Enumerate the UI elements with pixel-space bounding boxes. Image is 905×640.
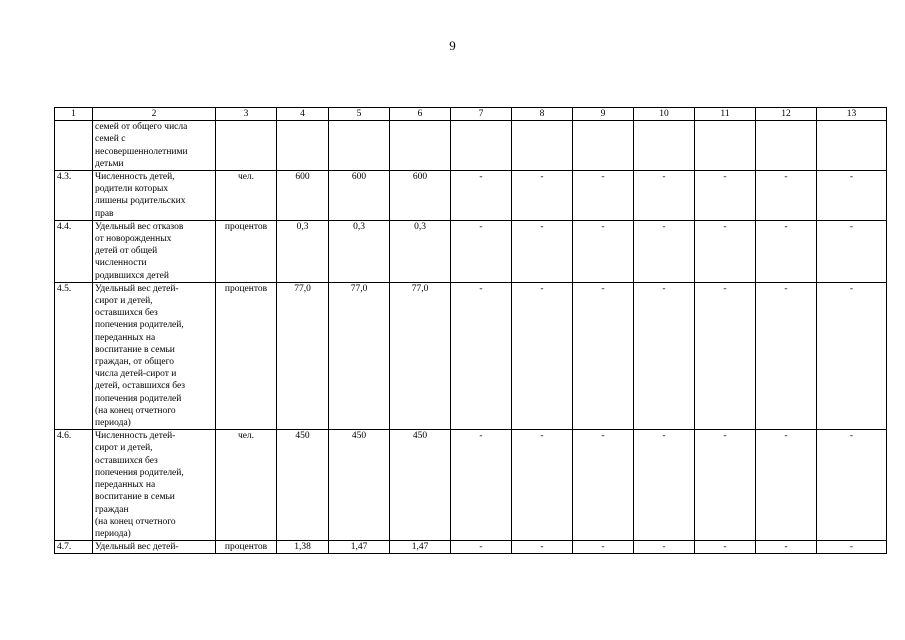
indicator-name-line: попечения родителей, — [95, 467, 184, 478]
value-cell-11: - — [695, 430, 756, 541]
value-cell-6: 77,0 — [390, 282, 451, 429]
value-cell-8: - — [512, 220, 573, 282]
table-row — [55, 171, 887, 221]
value-cell-12: - — [756, 430, 817, 541]
value-cell-4: 1,38 — [277, 541, 329, 554]
indicator-name-line: от новорожденных — [95, 234, 172, 245]
unit-cell — [216, 121, 277, 171]
indicator-name-line: Удельный вес детей- — [95, 542, 179, 553]
indicator-name-line: родившихся детей — [95, 270, 169, 281]
value-cell-11 — [695, 121, 756, 171]
row-number-cell: 4.6. — [55, 430, 93, 541]
indicator-name-line: семей от общего числа — [95, 122, 188, 133]
table-row — [55, 541, 887, 554]
value-cell-11: - — [695, 171, 756, 221]
column-header: 4 — [277, 108, 329, 121]
indicator-name-line: воспитание в семьи — [95, 344, 175, 355]
column-header: 1 — [55, 108, 93, 121]
value-cell-12: - — [756, 541, 817, 554]
value-cell-13: - — [817, 171, 887, 221]
value-cell-10 — [634, 121, 695, 171]
value-cell-5: 1,47 — [329, 541, 390, 554]
column-header: 9 — [573, 108, 634, 121]
value-cell-9: - — [573, 282, 634, 429]
value-cell-11: - — [695, 541, 756, 554]
value-cell-8: - — [512, 541, 573, 554]
value-cell-11: - — [695, 220, 756, 282]
value-cell-13 — [817, 121, 887, 171]
row-number-cell — [55, 121, 93, 171]
indicator-name-cell — [93, 541, 216, 554]
column-header: 10 — [634, 108, 695, 121]
value-cell-7: - — [451, 541, 512, 554]
indicator-name-line: сирот и детей, — [95, 296, 153, 307]
table-row — [55, 220, 887, 282]
table-row — [55, 430, 887, 541]
value-cell-6: 0,3 — [390, 220, 451, 282]
indicator-name-line: оставшихся без — [95, 308, 158, 319]
indicator-name-line: сирот и детей, — [95, 443, 153, 454]
indicator-name-cell — [93, 171, 216, 221]
row-number-cell: 4.5. — [55, 282, 93, 429]
indicators-table — [54, 107, 887, 554]
row-number-cell: 4.7. — [55, 541, 93, 554]
value-cell-4 — [277, 121, 329, 171]
indicator-name-line: граждан, от общего — [95, 357, 174, 368]
value-cell-12 — [756, 121, 817, 171]
indicator-name-line: переданных на — [95, 332, 156, 343]
indicator-name-line: детей от общей — [95, 246, 158, 257]
value-cell-9: - — [573, 220, 634, 282]
indicator-name-line: прав — [95, 208, 114, 219]
value-cell-9: - — [573, 541, 634, 554]
value-cell-5: 600 — [329, 171, 390, 221]
indicator-name-cell — [93, 220, 216, 282]
value-cell-13: - — [817, 282, 887, 429]
row-number-cell: 4.4. — [55, 220, 93, 282]
value-cell-9 — [573, 121, 634, 171]
indicator-name-line: переданных на — [95, 480, 156, 491]
value-cell-6 — [390, 121, 451, 171]
value-cell-5: 450 — [329, 430, 390, 541]
unit-cell: чел. — [216, 430, 277, 541]
indicator-name-line: детьми — [95, 158, 124, 169]
indicator-name-line: детей, оставшихся без — [95, 381, 186, 392]
value-cell-5: 77,0 — [329, 282, 390, 429]
table-header-row — [55, 108, 887, 121]
column-header: 11 — [695, 108, 756, 121]
table-row — [55, 121, 887, 171]
value-cell-13: - — [817, 541, 887, 554]
column-header: 3 — [216, 108, 277, 121]
indicator-name-line: периода) — [95, 528, 131, 539]
value-cell-4: 450 — [277, 430, 329, 541]
indicator-name-line: (на конец отчетного — [95, 516, 176, 527]
column-header: 8 — [512, 108, 573, 121]
value-cell-13: - — [817, 220, 887, 282]
column-header: 7 — [451, 108, 512, 121]
value-cell-10: - — [634, 282, 695, 429]
value-cell-7: - — [451, 430, 512, 541]
indicator-name-line: родители которых — [95, 184, 169, 195]
value-cell-12: - — [756, 282, 817, 429]
indicator-name-cell — [93, 430, 216, 541]
indicator-name-line: численности — [95, 258, 147, 269]
value-cell-12: - — [756, 171, 817, 221]
indicator-name-line: Численность детей, — [95, 172, 175, 183]
value-cell-9: - — [573, 171, 634, 221]
unit-cell: чел. — [216, 171, 277, 221]
value-cell-7: - — [451, 220, 512, 282]
column-header: 5 — [329, 108, 390, 121]
indicator-name-line: Удельный вес отказов — [95, 221, 184, 232]
value-cell-10: - — [634, 171, 695, 221]
value-cell-5 — [329, 121, 390, 171]
value-cell-8 — [512, 121, 573, 171]
value-cell-7 — [451, 121, 512, 171]
table-row — [55, 282, 887, 429]
indicator-name-line: семей с — [95, 134, 126, 145]
indicator-name-line: попечения родителей, — [95, 320, 184, 331]
value-cell-10: - — [634, 430, 695, 541]
unit-cell: процентов — [216, 541, 277, 554]
value-cell-6: 1,47 — [390, 541, 451, 554]
indicator-name-line: Удельный вес детей- — [95, 283, 179, 294]
indicator-name-line: числа детей-сирот и — [95, 369, 177, 380]
indicator-name-line: воспитание в семьи — [95, 492, 175, 503]
indicator-name-line: несовершеннолетними — [95, 146, 188, 157]
value-cell-5: 0,3 — [329, 220, 390, 282]
unit-cell: процентов — [216, 220, 277, 282]
value-cell-10: - — [634, 541, 695, 554]
indicator-name-cell — [93, 121, 216, 171]
value-cell-8: - — [512, 171, 573, 221]
indicator-name-line: Численность детей- — [95, 431, 176, 442]
page-number: 9 — [449, 38, 456, 53]
column-header: 2 — [93, 108, 216, 121]
value-cell-7: - — [451, 282, 512, 429]
unit-cell: процентов — [216, 282, 277, 429]
column-header: 13 — [817, 108, 887, 121]
value-cell-4: 77,0 — [277, 282, 329, 429]
indicator-name-line: периода) — [95, 418, 131, 429]
value-cell-4: 0,3 — [277, 220, 329, 282]
value-cell-7: - — [451, 171, 512, 221]
value-cell-6: 600 — [390, 171, 451, 221]
indicator-name-cell — [93, 282, 216, 429]
indicator-name-line: оставшихся без — [95, 455, 158, 466]
indicator-name-line: попечения родителей — [95, 393, 182, 404]
value-cell-4: 600 — [277, 171, 329, 221]
row-number-cell: 4.3. — [55, 171, 93, 221]
value-cell-10: - — [634, 220, 695, 282]
indicator-name-line: (на конец отчетного — [95, 405, 176, 416]
value-cell-9: - — [573, 430, 634, 541]
value-cell-6: 450 — [390, 430, 451, 541]
indicator-name-line: лишены родительских — [95, 196, 186, 207]
indicator-name-line: граждан — [95, 504, 129, 515]
value-cell-8: - — [512, 282, 573, 429]
value-cell-8: - — [512, 430, 573, 541]
column-header: 12 — [756, 108, 817, 121]
value-cell-12: - — [756, 220, 817, 282]
column-header: 6 — [390, 108, 451, 121]
value-cell-13: - — [817, 430, 887, 541]
value-cell-11: - — [695, 282, 756, 429]
